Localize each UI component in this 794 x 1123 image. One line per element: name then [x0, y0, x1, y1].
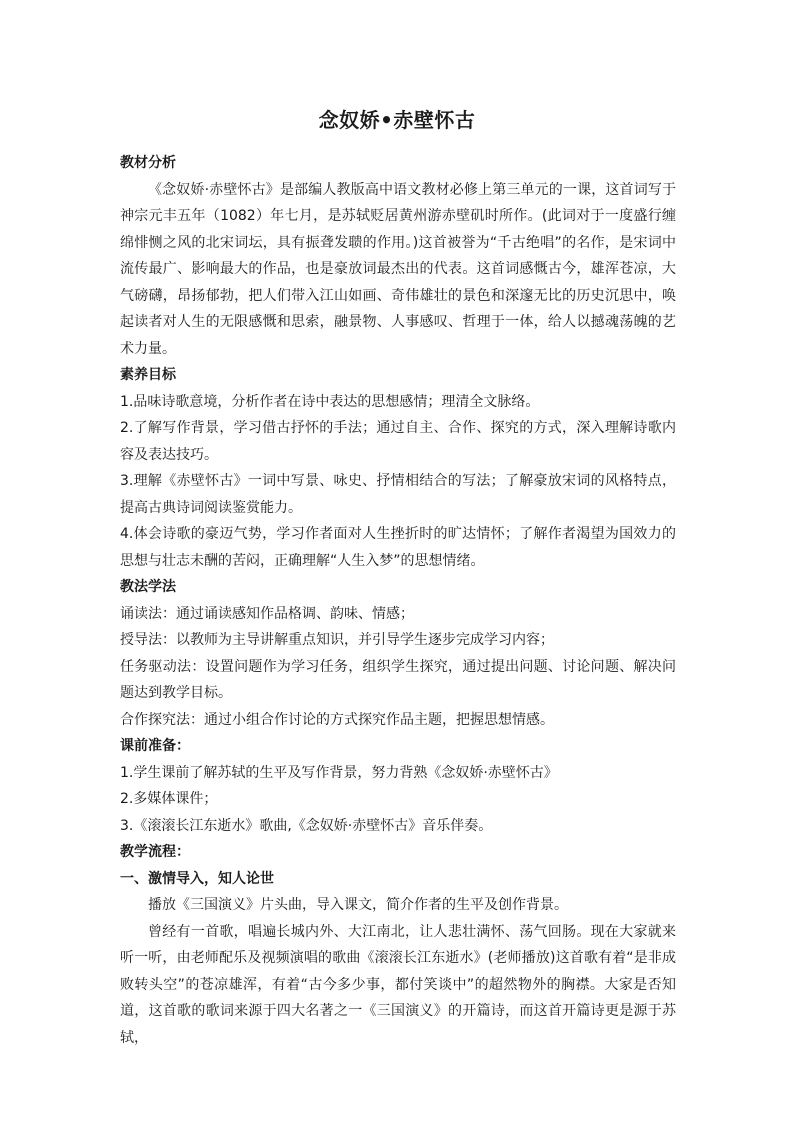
goal-item-1: 1.品味诗歌意境，分析作者在诗中表达的思想感情；理清全文脉络。: [120, 393, 540, 410]
method-item-2: 授导法：以教师为主导讲解重点知识，并引导学生逐步完成学习内容；: [120, 632, 554, 648]
section-heading-analysis: 教材分析: [120, 155, 176, 171]
page-title: 念奴娇•赤壁怀古: [318, 108, 476, 132]
goal-item-3: 3.理解《赤壁怀古》一词中写景、咏史、抒情相结合的写法；了解豪放宋词的风格特点，提高古典诗词阅读鉴赏能力。: [120, 473, 676, 516]
method-item-3: 任务驱动法：设置问题作为学习任务，组织学生探究，通过提出问题、讨论问题、解决问题达到教学目标。: [120, 658, 676, 701]
method-item-1: 诵读法：通过诵读感知作品格调、韵味、情感；: [120, 605, 414, 622]
method-item-4: 合作探究法：通过小组合作讨论的方式探究作品主题，把握思想情感。: [120, 711, 554, 728]
prep-item-3: 3.《滚滚长江东逝水》歌曲,《念奴娇·赤壁怀古》音乐伴奏。: [120, 817, 493, 834]
prep-item-2: 2.多媒体课件；: [120, 791, 218, 807]
analysis-paragraph: 《念奴娇·赤壁怀古》是部编人教版高中语文教材必修上第三单元的一课，这首词写于神宗元丰五年（1082）年七月，是苏轼贬居黄州游赤壁矶时所作。(此词对于一度盛行缠绵悱恻之风的北宋词坛，具有振聋发聩的作用。)这首被誉为“千古绝唱”的名作，是宋词中流传最广、影响最大的作品，也是豪放词最杰出的代表。这首词感慨古今，雄浑苍凉，大气磅礴，昂扬郁勃，把人们带入江山如画、奇伟雄壮的景色和深邃无比的历史沉思中，唤起读者对人生的无限感慨和思索，融景物、人事感叹、哲理于一体，给人以撼魂荡魄的艺术力量。: [120, 181, 676, 357]
process-paragraph-1: 播放《三国演义》片头曲，导入课文，简介作者的生平及创作背景。: [148, 897, 568, 913]
document-body: [120, 150, 676, 1051]
process-paragraph-2: 曾经有一首歌，唱遍长城内外、大江南北，让人悲壮满怀、荡气回肠。现在大家就来听一听，由老师配乐及视频演唱的歌曲《滚滚长江东逝水》(老师播放)这首歌有着“是非成败转头空”的苍凉雄浑，有着“古今多少事，都付笑谈中”的超然物外的胸襟。大家是否知道，这首歌的歌词来源于四大名著之一《三国演义》的开篇诗，而这首开篇诗更是源于苏轼，: [120, 923, 676, 1046]
section-heading-prep: 课前准备：: [120, 738, 190, 754]
goal-item-2: 2.了解写作背景，学习借古抒怀的手法；通过自主、合作、探究的方式，深入理解诗歌内容及表达技巧。: [120, 420, 676, 463]
section-heading-process: 教学流程：: [120, 844, 190, 860]
goal-item-4: 4.体会诗歌的豪迈气势，学习作者面对人生挫折时的旷达情怀；了解作者渴望为国效力的思想与壮志未酬的苦闷，正确理解“人生入梦”的思想情绪。: [120, 526, 676, 569]
process-subheading: 一、激情导入，知人论世: [120, 870, 274, 887]
section-heading-methods: 教法学法: [120, 579, 176, 595]
prep-item-1: 1.学生课前了解苏轼的生平及写作背景，努力背熟《念奴娇·赤壁怀古》: [120, 764, 558, 781]
section-heading-goals: 素养目标: [120, 367, 176, 383]
